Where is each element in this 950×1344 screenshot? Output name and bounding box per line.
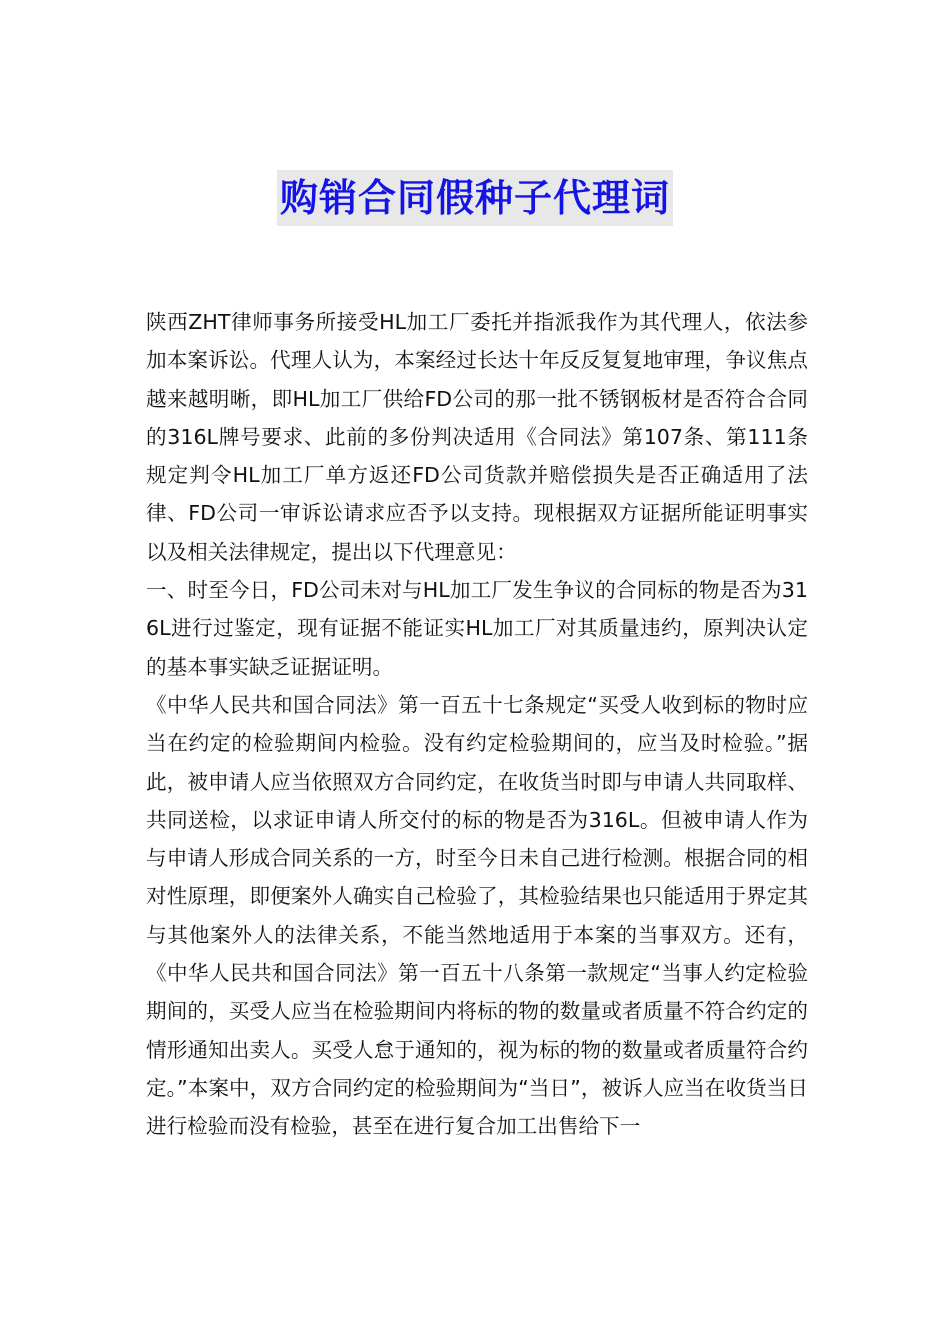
document-title: 购销合同假种子代理词: [277, 170, 673, 226]
title-container: [0, 170, 950, 226]
paragraph-point-one: 一、时至今日，FD公司未对与HL加工厂发生争议的合同标的物是否为316L进行过鉴定，现有证据不能证实HL加工厂对其质量违约，原判决认定的基本事实缺乏证据证明。: [146, 578, 808, 679]
paragraph-contract-law: 《中华人民共和国合同法》第一百五十七条规定“买受人收到标的物时应当在约定的检验期间内检验。没有约定检验期间的，应当及时检验。”据此，被申请人应当依照双方合同约定，在收货当时即与申请人共同取样、共同送检，以求证申请人所交付的标的物是否为316L。但被申请人作为与申请人形成合同关系的一方，时至今日未自己进行检测。根据合同的相对性原理，即便案外人确实自己检验了，其检验结果也只能适用于界定其与其他案外人的法律关系，不能当然地适用于本案的当事双方。还有，《中华人民共和国合同法》第一百五十八条第一款规定“当事人约定检验期间的，买受人应当在检验期间内将标的物的数量或者质量不符合约定的情形通知出卖人。买受人怠于通知的，视为标的物的数量或者质量符合约定。”本案中，双方合同约定的检验期间为“当日”，被诉人应当在收货当日进行检验而没有检验，甚至在进行复合加工出售给下一: [146, 692, 808, 1139]
document-body: [146, 303, 808, 1146]
paragraph-intro: 陕西ZHT律师事务所接受HL加工厂委托并指派我作为其代理人，依法参加本案诉讼。代理人认为，本案经过长达十年反反复复地审理，争议焦点越来越明晰，即HL加工厂供给FD公司的那一批不锈钢板材是否符合合同的316L牌号要求、此前的多份判决适用《合同法》第107条、第111条规定判令HL加工厂单方返还FD公司货款并赔偿损失是否正确适用了法律、FD公司一审诉讼请求应否予以支持。现根据双方证据所能证明事实以及相关法律规定，提出以下代理意见：: [146, 310, 808, 564]
